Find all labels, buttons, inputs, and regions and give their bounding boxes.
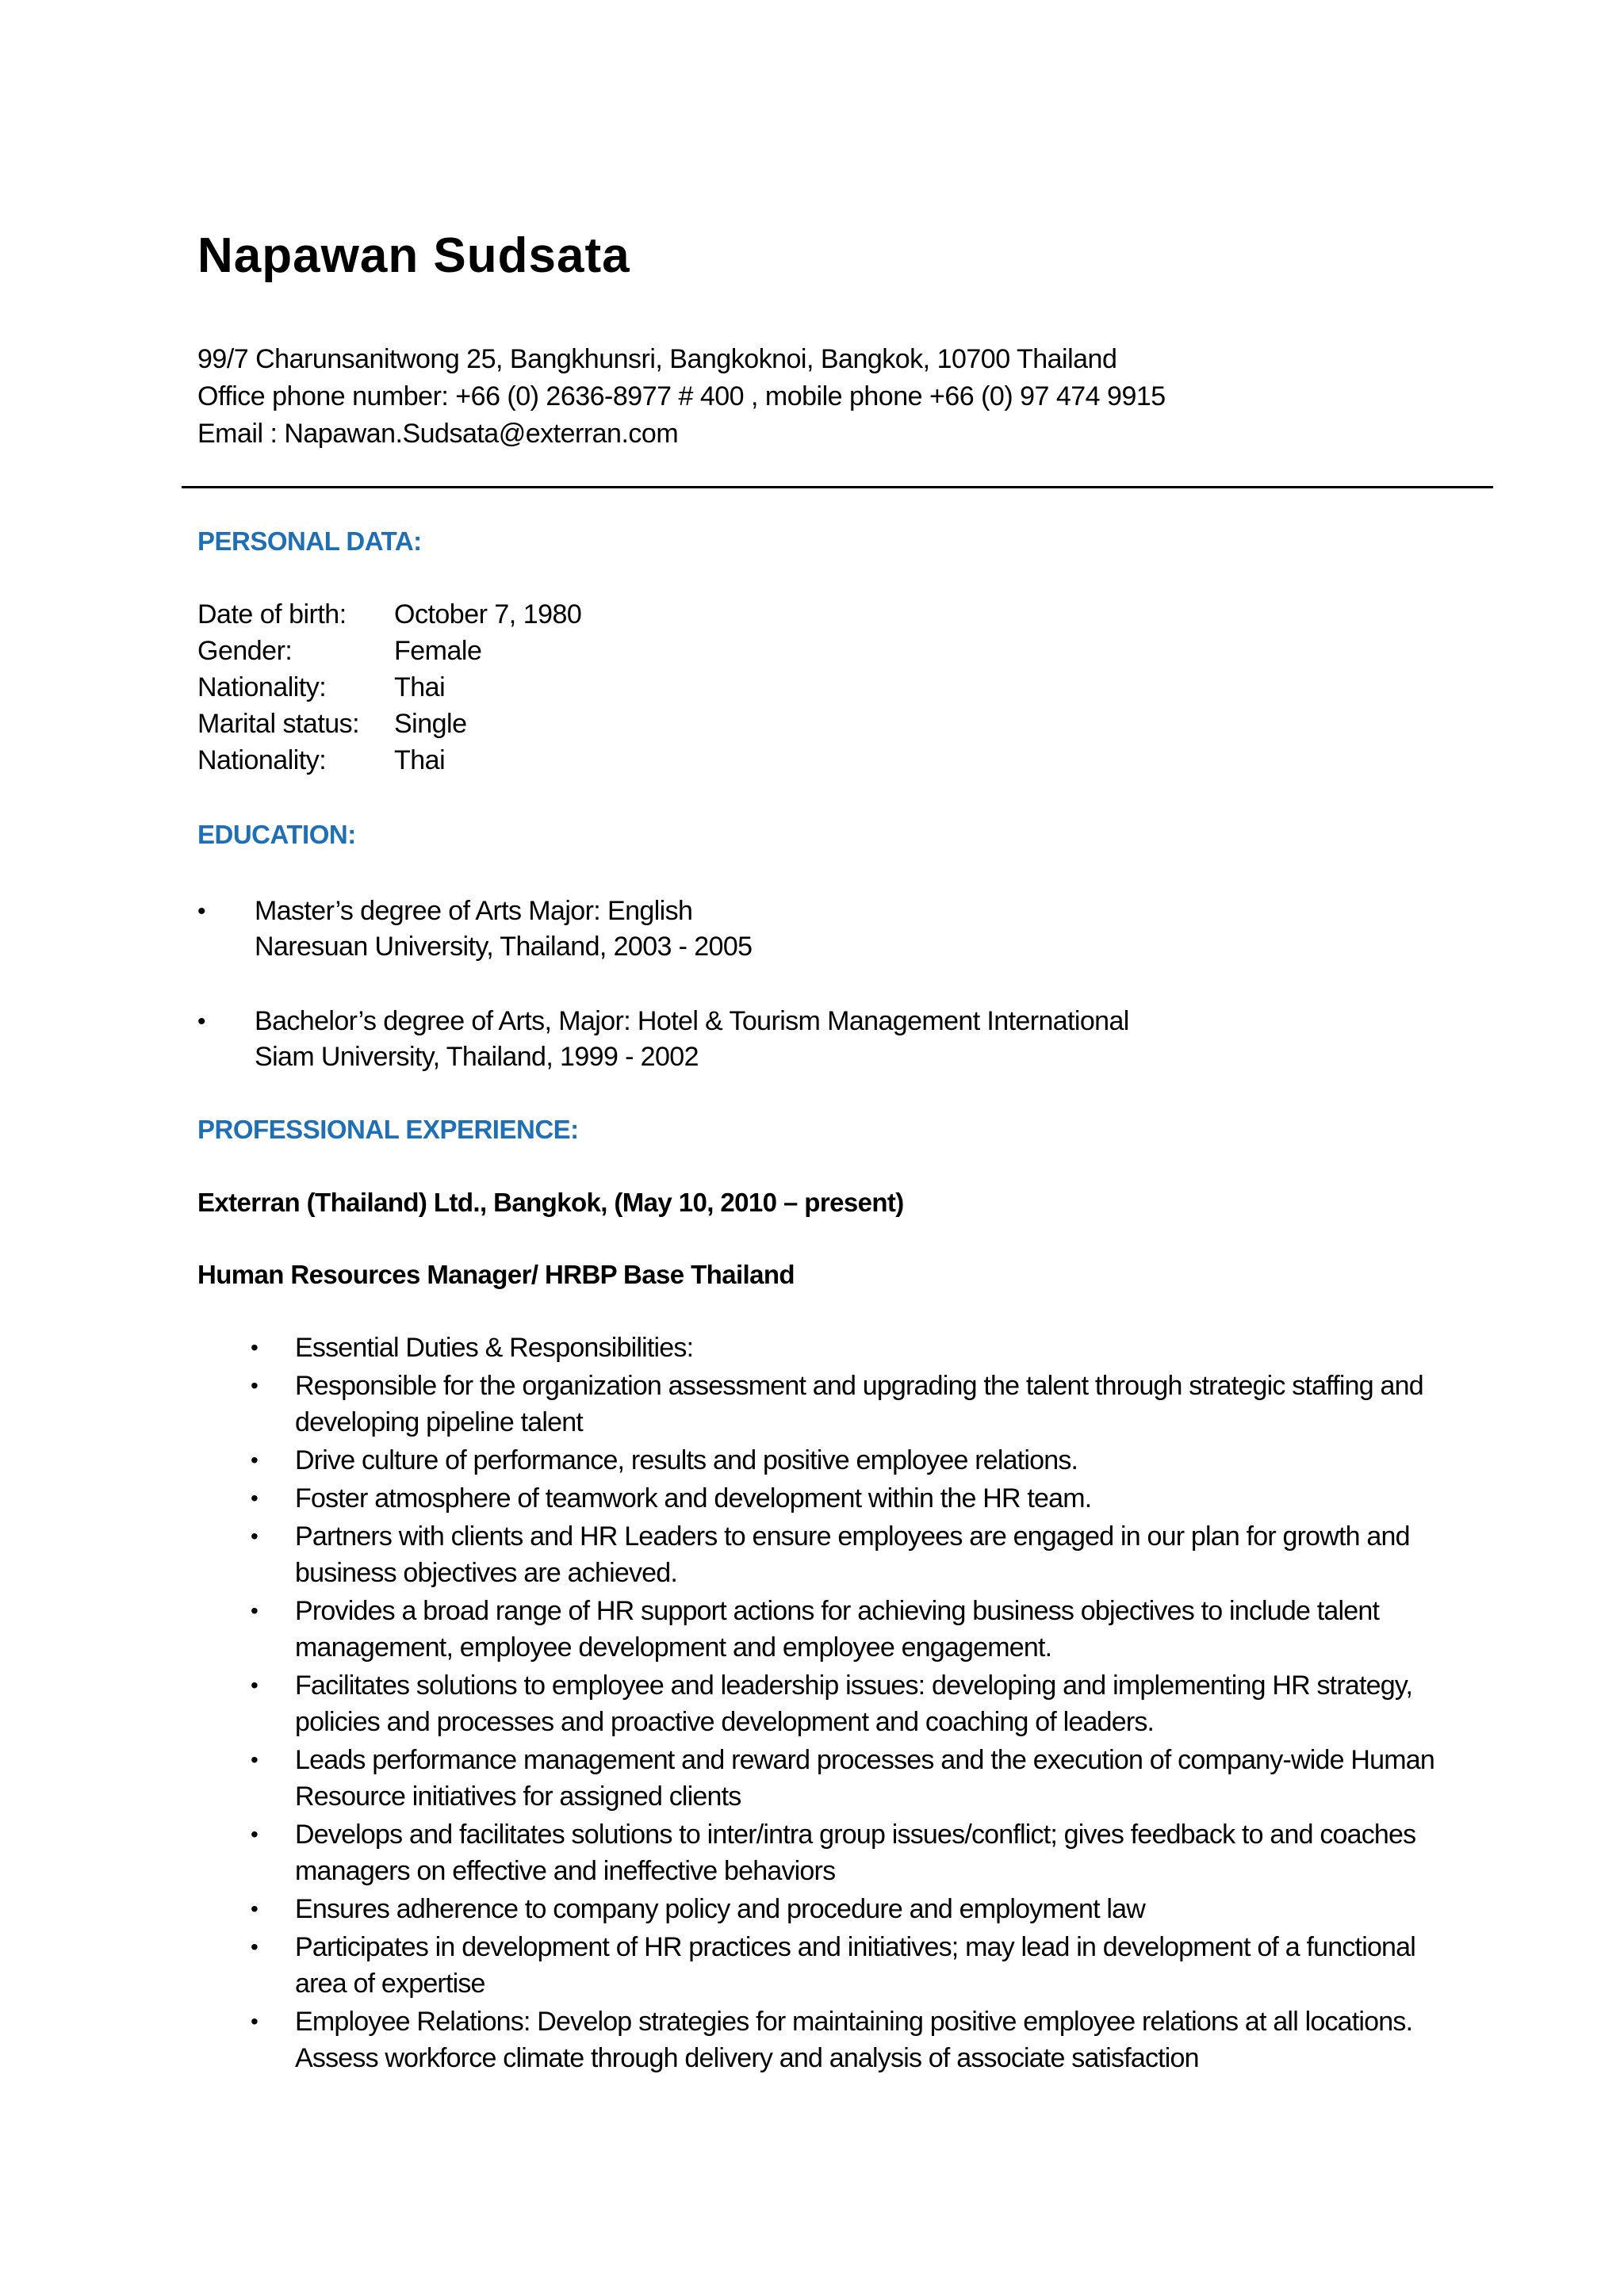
bullet-icon: • xyxy=(251,1822,259,1846)
personal-value: Thai xyxy=(394,672,446,702)
bullet-icon: • xyxy=(251,1524,259,1548)
duty-text: Partners with clients and HR Leaders to ensure employees are engaged in our plan for growth and business objectives are achieved. xyxy=(295,1521,1410,1588)
duty-text: Employee Relations: Develop strategies for maintaining positive employee relations at all locations. Assess workforce climate through delivery and analysis of associate satisfaction xyxy=(295,2007,1413,2073)
degree-line: Bachelor’s degree of Arts, Major: Hotel & Tourism Management International xyxy=(255,1006,1129,1036)
bullet-icon: • xyxy=(251,1934,259,1959)
duty-text: Develops and facilitates solutions to inter/intra group issues/conflict; gives feedback to and coaches managers on effective and ineffective behaviors xyxy=(295,1820,1416,1886)
duty-text: Provides a broad range of HR support actions for achieving business objectives to include talent management, employee development and employee engagement. xyxy=(295,1596,1380,1663)
bullet-icon: • xyxy=(251,1896,259,1921)
institution-line: Naresuan University, Thailand, 2003 - 2005 xyxy=(255,932,753,962)
personal-data-table xyxy=(197,596,581,779)
contact-block xyxy=(197,341,1166,453)
list-item xyxy=(247,1442,1469,1479)
education-heading: EDUCATION: xyxy=(197,820,356,849)
personal-row xyxy=(197,669,581,706)
duty-text: Leads performance management and reward processes and the execution of company-wide Human Resource initiatives for assigned clients xyxy=(295,1745,1434,1812)
institution-line: Siam University, Thailand, 1999 - 2002 xyxy=(255,1042,699,1072)
personal-data-heading: PERSONAL DATA: xyxy=(197,526,422,556)
personal-value: Single xyxy=(394,709,467,739)
list-item xyxy=(247,1667,1469,1740)
duty-text: Foster atmosphere of teamwork and development within the HR team. xyxy=(295,1483,1092,1513)
personal-row xyxy=(197,706,581,742)
bullet-icon: • xyxy=(251,2009,259,2034)
list-item xyxy=(247,1518,1469,1591)
list-item xyxy=(247,1368,1469,1441)
duty-text: Responsible for the organization assessment and upgrading the talent through strategic staffing and developing pipeline talent xyxy=(295,1371,1423,1437)
experience-heading: PROFESSIONAL EXPERIENCE: xyxy=(197,1115,579,1144)
bullet-icon: • xyxy=(251,1448,259,1472)
header-divider xyxy=(182,486,1493,488)
personal-value: Female xyxy=(394,636,482,666)
personal-value: Thai xyxy=(394,745,446,775)
bullet-icon: • xyxy=(251,1373,259,1398)
phone-line: Office phone number: +66 (0) 2636-8977 # 400 , mobile phone +66 (0) 97 474 9915 xyxy=(197,381,1166,411)
education-text xyxy=(255,894,752,965)
duties-list xyxy=(247,1330,1469,2078)
candidate-name: Napawan Sudsata xyxy=(197,228,630,283)
personal-label: Nationality: xyxy=(197,672,327,702)
duty-text: Drive culture of performance, results and positive employee relations. xyxy=(295,1445,1078,1475)
list-item xyxy=(247,2003,1469,2076)
personal-row xyxy=(197,742,581,779)
personal-row xyxy=(197,596,581,633)
list-item xyxy=(247,1816,1469,1889)
list-item xyxy=(247,1929,1469,2002)
bullet-icon: • xyxy=(251,1673,259,1697)
personal-value: October 7, 1980 xyxy=(394,599,582,629)
address-line: 99/7 Charunsanitwong 25, Bangkhunsri, Bangkoknoi, Bangkok, 10700 Thailand xyxy=(197,344,1117,374)
list-item xyxy=(247,1593,1469,1666)
employer-line: Exterran (Thailand) Ltd., Bangkok, (May 10, 2010 – present) xyxy=(197,1188,904,1217)
bullet-icon: • xyxy=(197,1008,205,1035)
bullet-icon: • xyxy=(197,898,205,924)
bullet-icon: • xyxy=(251,1335,259,1360)
personal-label: Nationality: xyxy=(197,745,327,775)
personal-label: Marital status: xyxy=(197,709,360,739)
education-text xyxy=(255,1004,1129,1075)
bullet-icon: • xyxy=(251,1486,259,1510)
duty-text: Facilitates solutions to employee and leadership issues: developing and implementing HR strategy, policies and processes and proactive development and coaching of leaders. xyxy=(295,1670,1413,1737)
duty-text: Participates in development of HR practices and initiatives; may lead in development of a functional area of expertise xyxy=(295,1932,1416,1999)
personal-row xyxy=(197,633,581,669)
job-title: Human Resources Manager/ HRBP Base Thailand xyxy=(197,1260,795,1289)
degree-line: Master’s degree of Arts Major: English xyxy=(255,896,693,926)
duty-text: Essential Duties & Responsibilities: xyxy=(295,1333,694,1363)
duty-text: Ensures adherence to company policy and procedure and employment law xyxy=(295,1894,1146,1924)
list-item xyxy=(247,1742,1469,1815)
email-line: Email : Napawan.Sudsata@exterran.com xyxy=(197,419,679,449)
personal-label: Date of birth: xyxy=(197,599,347,629)
bullet-icon: • xyxy=(251,1598,259,1623)
personal-label: Gender: xyxy=(197,636,293,666)
bullet-icon: • xyxy=(251,1747,259,1772)
list-item xyxy=(247,1330,1469,1366)
list-item xyxy=(247,1891,1469,1927)
list-item xyxy=(247,1480,1469,1517)
